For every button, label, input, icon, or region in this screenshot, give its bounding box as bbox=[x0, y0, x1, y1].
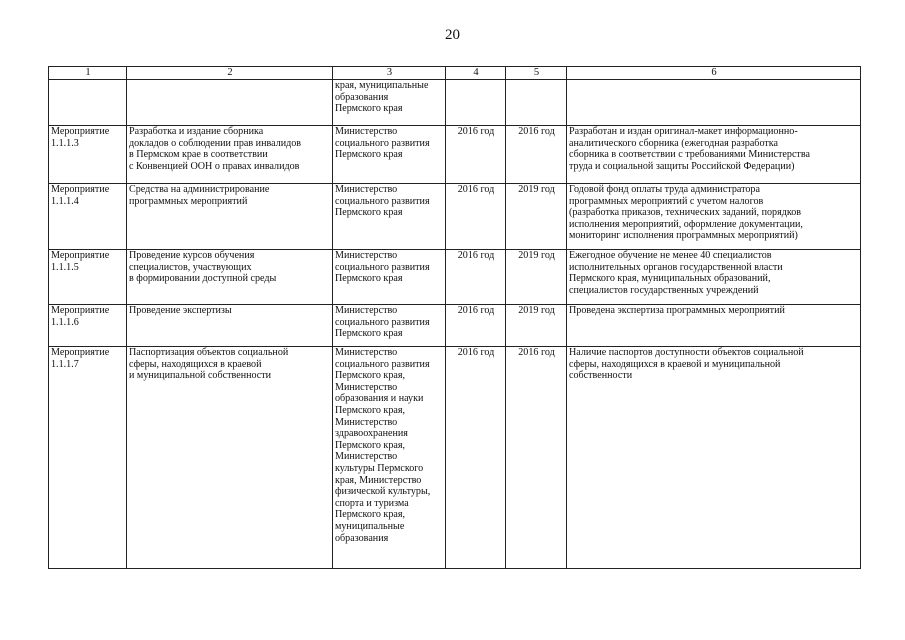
table-row bbox=[49, 80, 861, 126]
executor-cell: края, муниципальные образования Пермского края bbox=[333, 80, 446, 126]
result-cell: Годовой фонд оплаты труда администратора программных мероприятий с учетом налогов (разработка приказов, технических заданий, порядков исполнения мероприятий, оформление документации, мониторинг исполнения программных мероприятий) bbox=[567, 184, 861, 250]
event-name-cell: Паспортизация объектов социальной сферы, находящихся в краевой и муниципальной собственности bbox=[127, 347, 333, 569]
column-header: 1 bbox=[49, 67, 127, 80]
result-cell: Проведена экспертиза программных мероприятий bbox=[567, 305, 861, 347]
events-table bbox=[48, 66, 861, 569]
end-year-cell: 2016 год bbox=[506, 126, 567, 184]
event-id-cell: Мероприятие 1.1.1.4 bbox=[49, 184, 127, 250]
executor-cell: Министерство социального развития Пермского края, Министерство образования и науки Пермского края, Министерство здравоохранения Пермского края, Министерство культуры Пермского края, Министерство физической культуры, спорта и туризма Пермского края, муниципальные образования bbox=[333, 347, 446, 569]
event-id-cell: Мероприятие 1.1.1.6 bbox=[49, 305, 127, 347]
start-year-cell: 2016 год bbox=[446, 250, 506, 305]
event-name-cell: Проведение курсов обучения специалистов, участвующих в формировании доступной среды bbox=[127, 250, 333, 305]
column-header: 4 bbox=[446, 67, 506, 80]
start-year-cell: 2016 год bbox=[446, 126, 506, 184]
start-year-cell: 2016 год bbox=[446, 184, 506, 250]
end-year-cell: 2019 год bbox=[506, 184, 567, 250]
end-year-cell: 2016 год bbox=[506, 347, 567, 569]
result-cell: Наличие паспортов доступности объектов социальной сферы, находящихся в краевой и муниципальной собственности bbox=[567, 347, 861, 569]
executor-cell: Министерство социального развития Пермского края bbox=[333, 250, 446, 305]
column-header: 5 bbox=[506, 67, 567, 80]
table-row bbox=[49, 305, 861, 347]
result-cell: Разработан и издан оригинал-макет информационно- аналитического сборника (ежегодная разработка сборника в соответствии с требованиями Министерства труда и социальной защиты Российской Федерации) bbox=[567, 126, 861, 184]
table-row bbox=[49, 347, 861, 569]
event-id-cell: Мероприятие 1.1.1.3 bbox=[49, 126, 127, 184]
result-cell bbox=[567, 80, 861, 126]
table-header-row bbox=[49, 67, 861, 80]
event-id-cell: Мероприятие 1.1.1.5 bbox=[49, 250, 127, 305]
end-year-cell: 2019 год bbox=[506, 250, 567, 305]
event-name-cell bbox=[127, 80, 333, 126]
event-id-cell bbox=[49, 80, 127, 126]
executor-cell: Министерство социального развития Пермского края bbox=[333, 184, 446, 250]
start-year-cell: 2016 год bbox=[446, 347, 506, 569]
end-year-cell: 2019 год bbox=[506, 305, 567, 347]
event-name-cell: Средства на администрирование программных мероприятий bbox=[127, 184, 333, 250]
start-year-cell bbox=[446, 80, 506, 126]
column-header: 3 bbox=[333, 67, 446, 80]
executor-cell: Министерство социального развития Пермского края bbox=[333, 126, 446, 184]
page-number: 20 bbox=[445, 27, 460, 43]
event-name-cell: Проведение экспертизы bbox=[127, 305, 333, 347]
event-name-cell: Разработка и издание сборника докладов о соблюдении прав инвалидов в Пермском крае в соответствии с Конвенцией ООН о правах инвалидов bbox=[127, 126, 333, 184]
table-row bbox=[49, 126, 861, 184]
result-cell: Ежегодное обучение не менее 40 специалистов исполнительных органов государственной власти Пермского края, муниципальных образований, специалистов государственных учреждений bbox=[567, 250, 861, 305]
table-row bbox=[49, 250, 861, 305]
start-year-cell: 2016 год bbox=[446, 305, 506, 347]
executor-cell: Министерство социального развития Пермского края bbox=[333, 305, 446, 347]
end-year-cell bbox=[506, 80, 567, 126]
column-header: 2 bbox=[127, 67, 333, 80]
column-header: 6 bbox=[567, 67, 861, 80]
table-row bbox=[49, 184, 861, 250]
event-id-cell: Мероприятие 1.1.1.7 bbox=[49, 347, 127, 569]
